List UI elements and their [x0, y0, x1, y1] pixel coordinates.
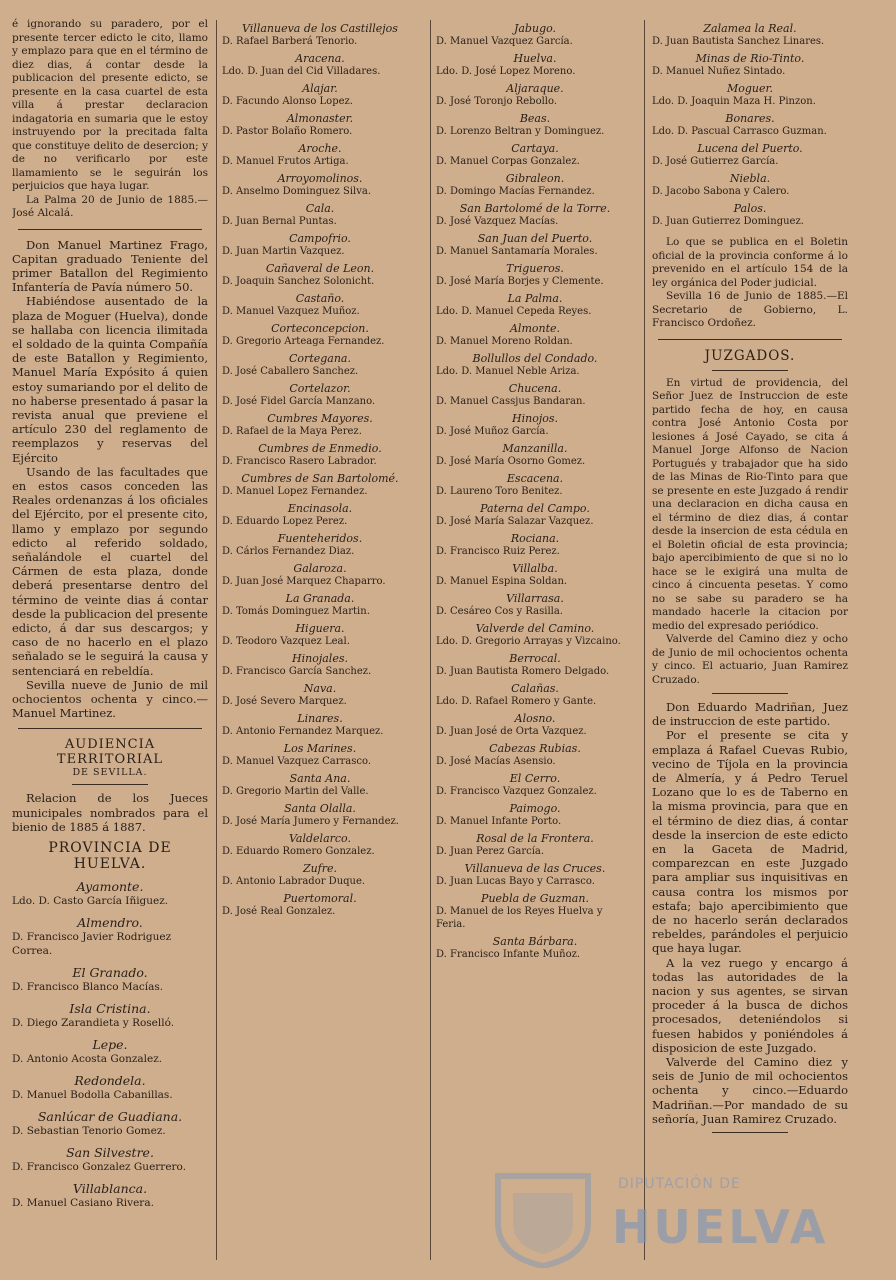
edict-heading: Don Eduardo Madriñan, Juez de instruccion de este partido. — [652, 700, 848, 729]
judge-name: D. Rafael de la Maya Perez. — [222, 426, 362, 437]
divider — [18, 728, 202, 729]
town-name: Almendro. — [77, 915, 143, 931]
judge-name: D. José María Jumero y Fernandez. — [222, 816, 399, 827]
judge-name: D. Juan José de Orta Vazquez. — [436, 726, 587, 737]
town-name: Rociana. — [510, 532, 560, 545]
town-name: Campofrio. — [289, 232, 351, 245]
judge-name: D. José Fidel García Manzano. — [222, 396, 376, 407]
town-name: Rosal de la Frontera. — [476, 832, 594, 845]
judge-name: D. Joaquin Sanchez Solonicht. — [222, 276, 375, 287]
town-name: Lepe. — [92, 1037, 128, 1053]
judge-name: D. José Muñoz García. — [436, 426, 549, 437]
edict-paragraph: A la vez ruego y encargo á todas las autoridades de la nacion y sus agentes, se sirvan proceder á la busca de dichos procesados, deteniéndolos si fuesen habidos y poniéndoles á disposicion de este Juzgado. — [652, 955, 848, 1055]
judge-name: D. José Severo Marquez. — [222, 696, 347, 707]
town-name: Sanlúcar de Guadiana. — [37, 1109, 183, 1125]
judge-name: Ldo. D. Manuel Cepeda Reyes. — [436, 306, 592, 317]
judge-name: D. Manuel Lopez Fernandez. — [222, 486, 368, 497]
judge-name: D. Manuel Corpas Gonzalez. — [436, 156, 580, 167]
judge-name: D. Manuel Espina Soldan. — [436, 576, 568, 587]
town-name: Nava. — [303, 682, 337, 695]
town-name: Palos. — [733, 202, 767, 215]
edict-signature: Sevilla nueve de Junio de mil ochocientos ochenta y cinco.—Manuel Martinez. — [12, 677, 208, 721]
judge-name: Ldo. D. Casto García Iñiguez. — [12, 895, 169, 908]
section-title: AUDIENCIA TERRITORIAL — [56, 737, 164, 768]
town-name: Cumbres de Enmedio. — [258, 442, 382, 455]
town-name: Villanueva de los Castillejos — [242, 22, 398, 35]
town-name: Cabezas Rubias. — [489, 742, 581, 755]
judge-name: D. Teodoro Vazquez Leal. — [222, 636, 350, 647]
judge-name: D. Gregorio Arteaga Fernandez. — [222, 336, 385, 347]
judge-name: D. Domingo Macías Fernandez. — [436, 186, 595, 197]
town-name: Castaño. — [295, 292, 345, 305]
judges-list — [652, 22, 848, 228]
town-name: Linares. — [297, 712, 343, 725]
town-name: Chucena. — [508, 382, 562, 395]
judge-name: D. Rafael Barberá Tenorio. — [222, 36, 358, 47]
edict-signature: Valverde del Camino diez y seis de Junio de mil ochocientos ochenta y cinco.—Eduardo Madriñan.—Por mandado de su señoría, Juan Ramirez Cruzado. — [652, 1055, 848, 1126]
town-name: Lucena del Puerto. — [697, 142, 803, 155]
town-name: Cala. — [305, 202, 335, 215]
town-name: Jabugo. — [513, 22, 557, 35]
town-name: San Silvestre. — [66, 1145, 154, 1161]
column-rule — [216, 20, 217, 1260]
relacion-text: Relacion de los Jueces municipales nombrados para el bienio de 1885 á 1887. — [12, 791, 208, 834]
judge-name: D. Juan Perez García. — [436, 846, 545, 857]
town-name: Paimogo. — [509, 802, 561, 815]
judge-name: D. Juan Bautista Sanchez Linares. — [652, 36, 825, 47]
town-name: Fuenteheridos. — [277, 532, 363, 545]
judge-name: Ldo. D. Pascual Carrasco Guzman. — [652, 126, 827, 137]
edict-paragraph: é ignorando su paradero, por el presente tercer edicto le cito, llamo y emplazo para que en el término de diez dias, á contar desde la publicacion del presente edicto, se presente en la casa cuartel de esta villa á prestar declaracion indagatoria en sumaria que le estoy instruyendo por la precitada falta que constituye delito de desercion; y de no verificarlo por este llamamiento se le seguirán los perjuicios que haya lugar. — [12, 18, 208, 192]
column-rule — [644, 20, 645, 1260]
closing-paragraph: Lo que se publica en el Boletin oficial de la provincia conforme á lo prevenido en el artículo 154 de la ley orgánica del Poder judicial. — [652, 236, 848, 289]
divider — [72, 784, 148, 785]
town-name: Huelva. — [513, 52, 557, 65]
town-name: Bollullos del Condado. — [472, 352, 598, 365]
town-name: Aljaraque. — [506, 82, 564, 95]
divider — [712, 370, 788, 371]
judge-name: D. Tomás Dominguez Martin. — [222, 606, 370, 617]
town-name: Hinojos. — [512, 412, 558, 425]
town-name: Redondela. — [74, 1073, 146, 1089]
town-name: Cartaya. — [511, 142, 559, 155]
town-name: El Cerro. — [509, 772, 561, 785]
judge-name: D. Antonio Fernandez Marquez. — [222, 726, 384, 737]
judges-list — [12, 879, 208, 1210]
divider — [712, 693, 788, 694]
town-name: Encinasola. — [287, 502, 353, 515]
judge-name: D. Juan Bernal Puntas. — [222, 216, 337, 227]
juzgado-signature: Valverde del Camino diez y ocho de Junio de mil ochocientos ochenta y cinco. El actuario, Juan Ramirez Cruzado. — [652, 633, 848, 686]
town-name: Calañas. — [511, 682, 559, 695]
judge-name: D. Facundo Alonso Lopez. — [222, 96, 353, 107]
town-name: Trigueros. — [506, 262, 564, 275]
judge-name: D. Francisco Ruiz Perez. — [436, 546, 560, 557]
judges-list — [222, 22, 418, 918]
town-name: San Bartolomé de la Torre. — [459, 202, 611, 215]
judge-name: D. Manuel Vazquez Muñoz. — [222, 306, 360, 317]
town-name: Villalba. — [512, 562, 558, 575]
judge-name: D. Manuel Casiano Rivera. — [12, 1197, 154, 1210]
judge-name: D. Francisco Infante Muñoz. — [436, 949, 581, 960]
judge-name: D. Lorenzo Beltran y Dominguez. — [436, 126, 605, 137]
town-name: Arroyomolinos. — [277, 172, 363, 185]
column-1 — [12, 18, 208, 1270]
judge-name: D. Manuel Frutos Artiga. — [222, 156, 349, 167]
watermark-text: HUELVA — [612, 1200, 829, 1254]
judge-name: Ldo. D. Gregorio Arrayas y Vizcaino. — [436, 636, 621, 647]
town-name: Santa Ana. — [289, 772, 351, 785]
judges-list — [436, 22, 634, 961]
town-name: La Granada. — [285, 592, 355, 605]
judge-name: D. Jacobo Sabona y Calero. — [652, 186, 790, 197]
divider — [712, 1132, 788, 1133]
town-name: Cumbres Mayores. — [267, 412, 373, 425]
judge-name: D. José María Salazar Vazquez. — [436, 516, 594, 527]
section-title: JUZGADOS. — [704, 347, 796, 364]
town-name: Puebla de Guzman. — [481, 892, 589, 905]
edict-paragraph: Habiéndose ausentado de la plaza de Moguer (Huelva), donde se hallaba con licencia ilimitada el soldado de la quinta Compañía de este Batallon y Regimiento, Manuel María Expósito á quien estoy sumariando por el delito de no haberse presentado á pasar la revista anual que previene el artículo 230 del reglamento de reemplazos y reservas del Ejército — [12, 294, 208, 465]
town-name: Beas. — [519, 112, 551, 125]
town-name: La Palma. — [507, 292, 563, 305]
judge-name: D. Sebastian Tenorio Gomez. — [12, 1125, 166, 1138]
judge-name: D. Manuel Moreno Roldan. — [436, 336, 573, 347]
judge-name: D. Francisco García Sanchez. — [222, 666, 372, 677]
town-name: Puertomoral. — [283, 892, 357, 905]
judge-name: D. José María Osorno Gomez. — [436, 456, 586, 467]
judge-name: D. Manuel de los Reyes Huelva y Feria. — [436, 906, 603, 930]
judge-name: D. José Macías Asensio. — [436, 756, 556, 767]
judge-name: D. José Real Gonzalez. — [222, 906, 336, 917]
town-name: San Juan del Puerto. — [477, 232, 593, 245]
town-name: Escacena. — [506, 472, 564, 485]
judge-name: Ldo. D. Manuel Neble Ariza. — [436, 366, 580, 377]
closing-signature: Sevilla 16 de Junio de 1885.—El Secretario de Gobierno, L. Francisco Ordoñez. — [652, 290, 848, 329]
town-name: Cumbres de San Bartolomé. — [241, 472, 399, 485]
judge-name: D. Diego Zarandieta y Roselló. — [12, 1017, 175, 1030]
column-2 — [222, 18, 418, 1270]
edict-signature: La Palma 20 de Junio de 1885.—José Alcalá. — [12, 193, 208, 219]
town-name: Aracena. — [295, 52, 345, 65]
town-name: Cortegana. — [289, 352, 351, 365]
province-heading: PROVINCIA DE HUELVA. — [48, 840, 172, 873]
divider — [658, 339, 842, 340]
town-name: Almonaster. — [286, 112, 354, 125]
judge-name: D. Juan Martin Vazquez. — [222, 246, 345, 257]
town-name: Cañaveral de Leon. — [265, 262, 375, 275]
town-name: Minas de Rio-Tinto. — [695, 52, 805, 65]
town-name: Bonares. — [725, 112, 775, 125]
judge-name: D. Pastor Bolaño Romero. — [222, 126, 353, 137]
judge-name: D. Juan Bautista Romero Delgado. — [436, 666, 610, 677]
town-name: Alosno. — [514, 712, 556, 725]
town-name: El Granado. — [72, 965, 148, 981]
section-subtitle: DE SEVILLA. — [72, 767, 148, 779]
town-name: Higuera. — [295, 622, 345, 635]
judge-name: D. Juan José Marquez Chaparro. — [222, 576, 386, 587]
town-name: Moguer. — [726, 82, 774, 95]
judge-name: D. Manuel Santamaría Morales. — [436, 246, 598, 257]
town-name: Santa Olalla. — [284, 802, 356, 815]
judge-name: D. Laureno Toro Benitez. — [436, 486, 563, 497]
town-name: Zalamea la Real. — [703, 22, 797, 35]
town-name: Gibraleon. — [505, 172, 565, 185]
town-name: Isla Cristina. — [69, 1001, 151, 1017]
town-name: Manzanilla. — [502, 442, 568, 455]
edict-heading: Don Manuel Martinez Frago, Capitan graduado Teniente del primer Batallon del Regimiento Infantería de Pavía número 50. — [12, 237, 208, 295]
town-name: Zufre. — [302, 862, 338, 875]
judge-name: D. Manuel Infante Porto. — [436, 816, 562, 827]
town-name: Villanueva de las Cruces. — [464, 862, 606, 875]
divider — [18, 229, 202, 230]
judge-name: D. Antonio Labrador Duque. — [222, 876, 366, 887]
town-name: Almonte. — [509, 322, 561, 335]
judge-name: D. Francisco Rasero Labrador. — [222, 456, 377, 467]
town-name: Galaroza. — [293, 562, 347, 575]
town-name: Niebla. — [729, 172, 771, 185]
edict-paragraph: Por el presente se cita y emplaza á Rafael Cuevas Rubio, vecino de Tíjola en la provincia de Almería, y á Pedro Teruel Lozano que lo es de Taberno en la misma provincia, para que en el término de diez dias, á contar desde la insercion de este edicto en la Gaceta de Madrid, comparezcan en este Juzgado para ampliar sus inquisitivas en causa contra los mismos por estafa; bajo apercibimiento que de no hacerlo serán declarados rebeldes, parándoles el perjuicio que haya lugar. — [652, 728, 848, 956]
town-name: Ayamonte. — [76, 879, 144, 895]
edict-paragraph: Usando de las facultades que en estos casos conceden las Reales ordenanzas á los oficiales del Ejército, por el presente cito, llamo y emplazo por segundo edicto al referido soldado, señalándole el cuartel del Cármen de esta plaza, donde deberá presentarse dentro del término de veinte dias á contar desde la publicacion del presente edicto, á dar sus descargos; y caso de no hacerlo en el plazo señalado se le seguirá la causa y sentenciará en rebeldía. — [12, 464, 208, 678]
town-name: Paterna del Campo. — [480, 502, 590, 515]
judge-name: D. Manuel Vazquez García. — [436, 36, 573, 47]
juzgado-paragraph: En virtud de providencia, del Señor Juez de Instruccion de este partido fecha de hoy, en causa contra José Antonio Costa por lesiones á José Cayado, se cita á Manuel Jorge Alfonso de Nacion Portugués y trabajador que ha sido de las Minas de Rio-Tinto para que se presente en este Juzgado á rendir una declaracion en dicha causa en el término de diez dias, á contar desde la insercion de esta cédula en el Boletin oficial de esta provincia; bajo apercibimiento de que si no lo hace se le exigirá una multa de cinco á cincuenta pesetas. Y como no se sabe su paradero se ha mandado hacerle la citacion por medio del expresado periódico. — [652, 376, 848, 632]
judge-name: D. Juan Gutierrez Dominguez. — [652, 216, 804, 227]
watermark-small-text: DIPUTACIÓN DE — [618, 1176, 741, 1192]
town-name: Villarrasa. — [506, 592, 564, 605]
judge-name: D. Manuel Bodolla Cabanillas. — [12, 1089, 173, 1102]
judge-name: D. Cesáreo Cos y Rasilla. — [436, 606, 563, 617]
judge-name: D. José María Borjes y Clemente. — [436, 276, 604, 287]
judge-name: D. Eduardo Lopez Perez. — [222, 516, 348, 527]
shield-logo-icon — [488, 1168, 598, 1268]
town-name: Los Marines. — [283, 742, 357, 755]
town-name: Cortelazor. — [289, 382, 351, 395]
judge-name: D. Francisco Blanco Macías. — [12, 981, 164, 994]
town-name: Hinojales. — [292, 652, 348, 665]
judge-name: D. Manuel Vazquez Carrasco. — [222, 756, 372, 767]
judge-name: D. Eduardo Romero Gonzalez. — [222, 846, 375, 857]
town-name: Santa Bárbara. — [492, 935, 578, 948]
column-3 — [436, 18, 634, 1270]
judge-name: Ldo. D. Juan del Cid Villadares. — [222, 66, 381, 77]
town-name: Alajar. — [302, 82, 338, 95]
column-rule — [430, 20, 431, 1260]
town-name: Aroche. — [298, 142, 342, 155]
judge-name: Ldo. D. Rafael Romero y Gante. — [436, 696, 597, 707]
judge-name: D. Francisco Gonzalez Guerrero. — [12, 1161, 187, 1174]
judge-name: D. Antonio Acosta Gonzalez. — [12, 1053, 163, 1066]
town-name: Villablanca. — [72, 1181, 148, 1197]
town-name: Valverde del Camino. — [475, 622, 595, 635]
judge-name: Ldo. D. José Lopez Moreno. — [436, 66, 576, 77]
judge-name: D. Anselmo Dominguez Silva. — [222, 186, 372, 197]
judge-name: D. Gregorio Martin del Valle. — [222, 786, 369, 797]
column-4 — [652, 18, 848, 1270]
judge-name: D. Manuel Nuñez Sintado. — [652, 66, 786, 77]
judge-name: D. José Gutierrez García. — [652, 156, 779, 167]
judge-name: D. Cárlos Fernandez Diaz. — [222, 546, 355, 557]
town-name: Berrocal. — [509, 652, 561, 665]
judge-name: D. José Toronjo Rebollo. — [436, 96, 558, 107]
town-name: Valdelarco. — [289, 832, 351, 845]
judge-name: D. Francisco Javier Rodriguez Correa. — [12, 931, 172, 958]
judge-name: D. José Caballero Sanchez. — [222, 366, 359, 377]
judge-name: D. Manuel Cassjus Bandaran. — [436, 396, 586, 407]
judge-name: Ldo. D. Joaquin Maza H. Pinzon. — [652, 96, 816, 107]
judge-name: D. Francisco Vazquez Gonzalez. — [436, 786, 597, 797]
judge-name: D. Juan Lucas Bayo y Carrasco. — [436, 876, 595, 887]
town-name: Corteconcepcion. — [271, 322, 369, 335]
judge-name: D. José Vazquez Macías. — [436, 216, 559, 227]
